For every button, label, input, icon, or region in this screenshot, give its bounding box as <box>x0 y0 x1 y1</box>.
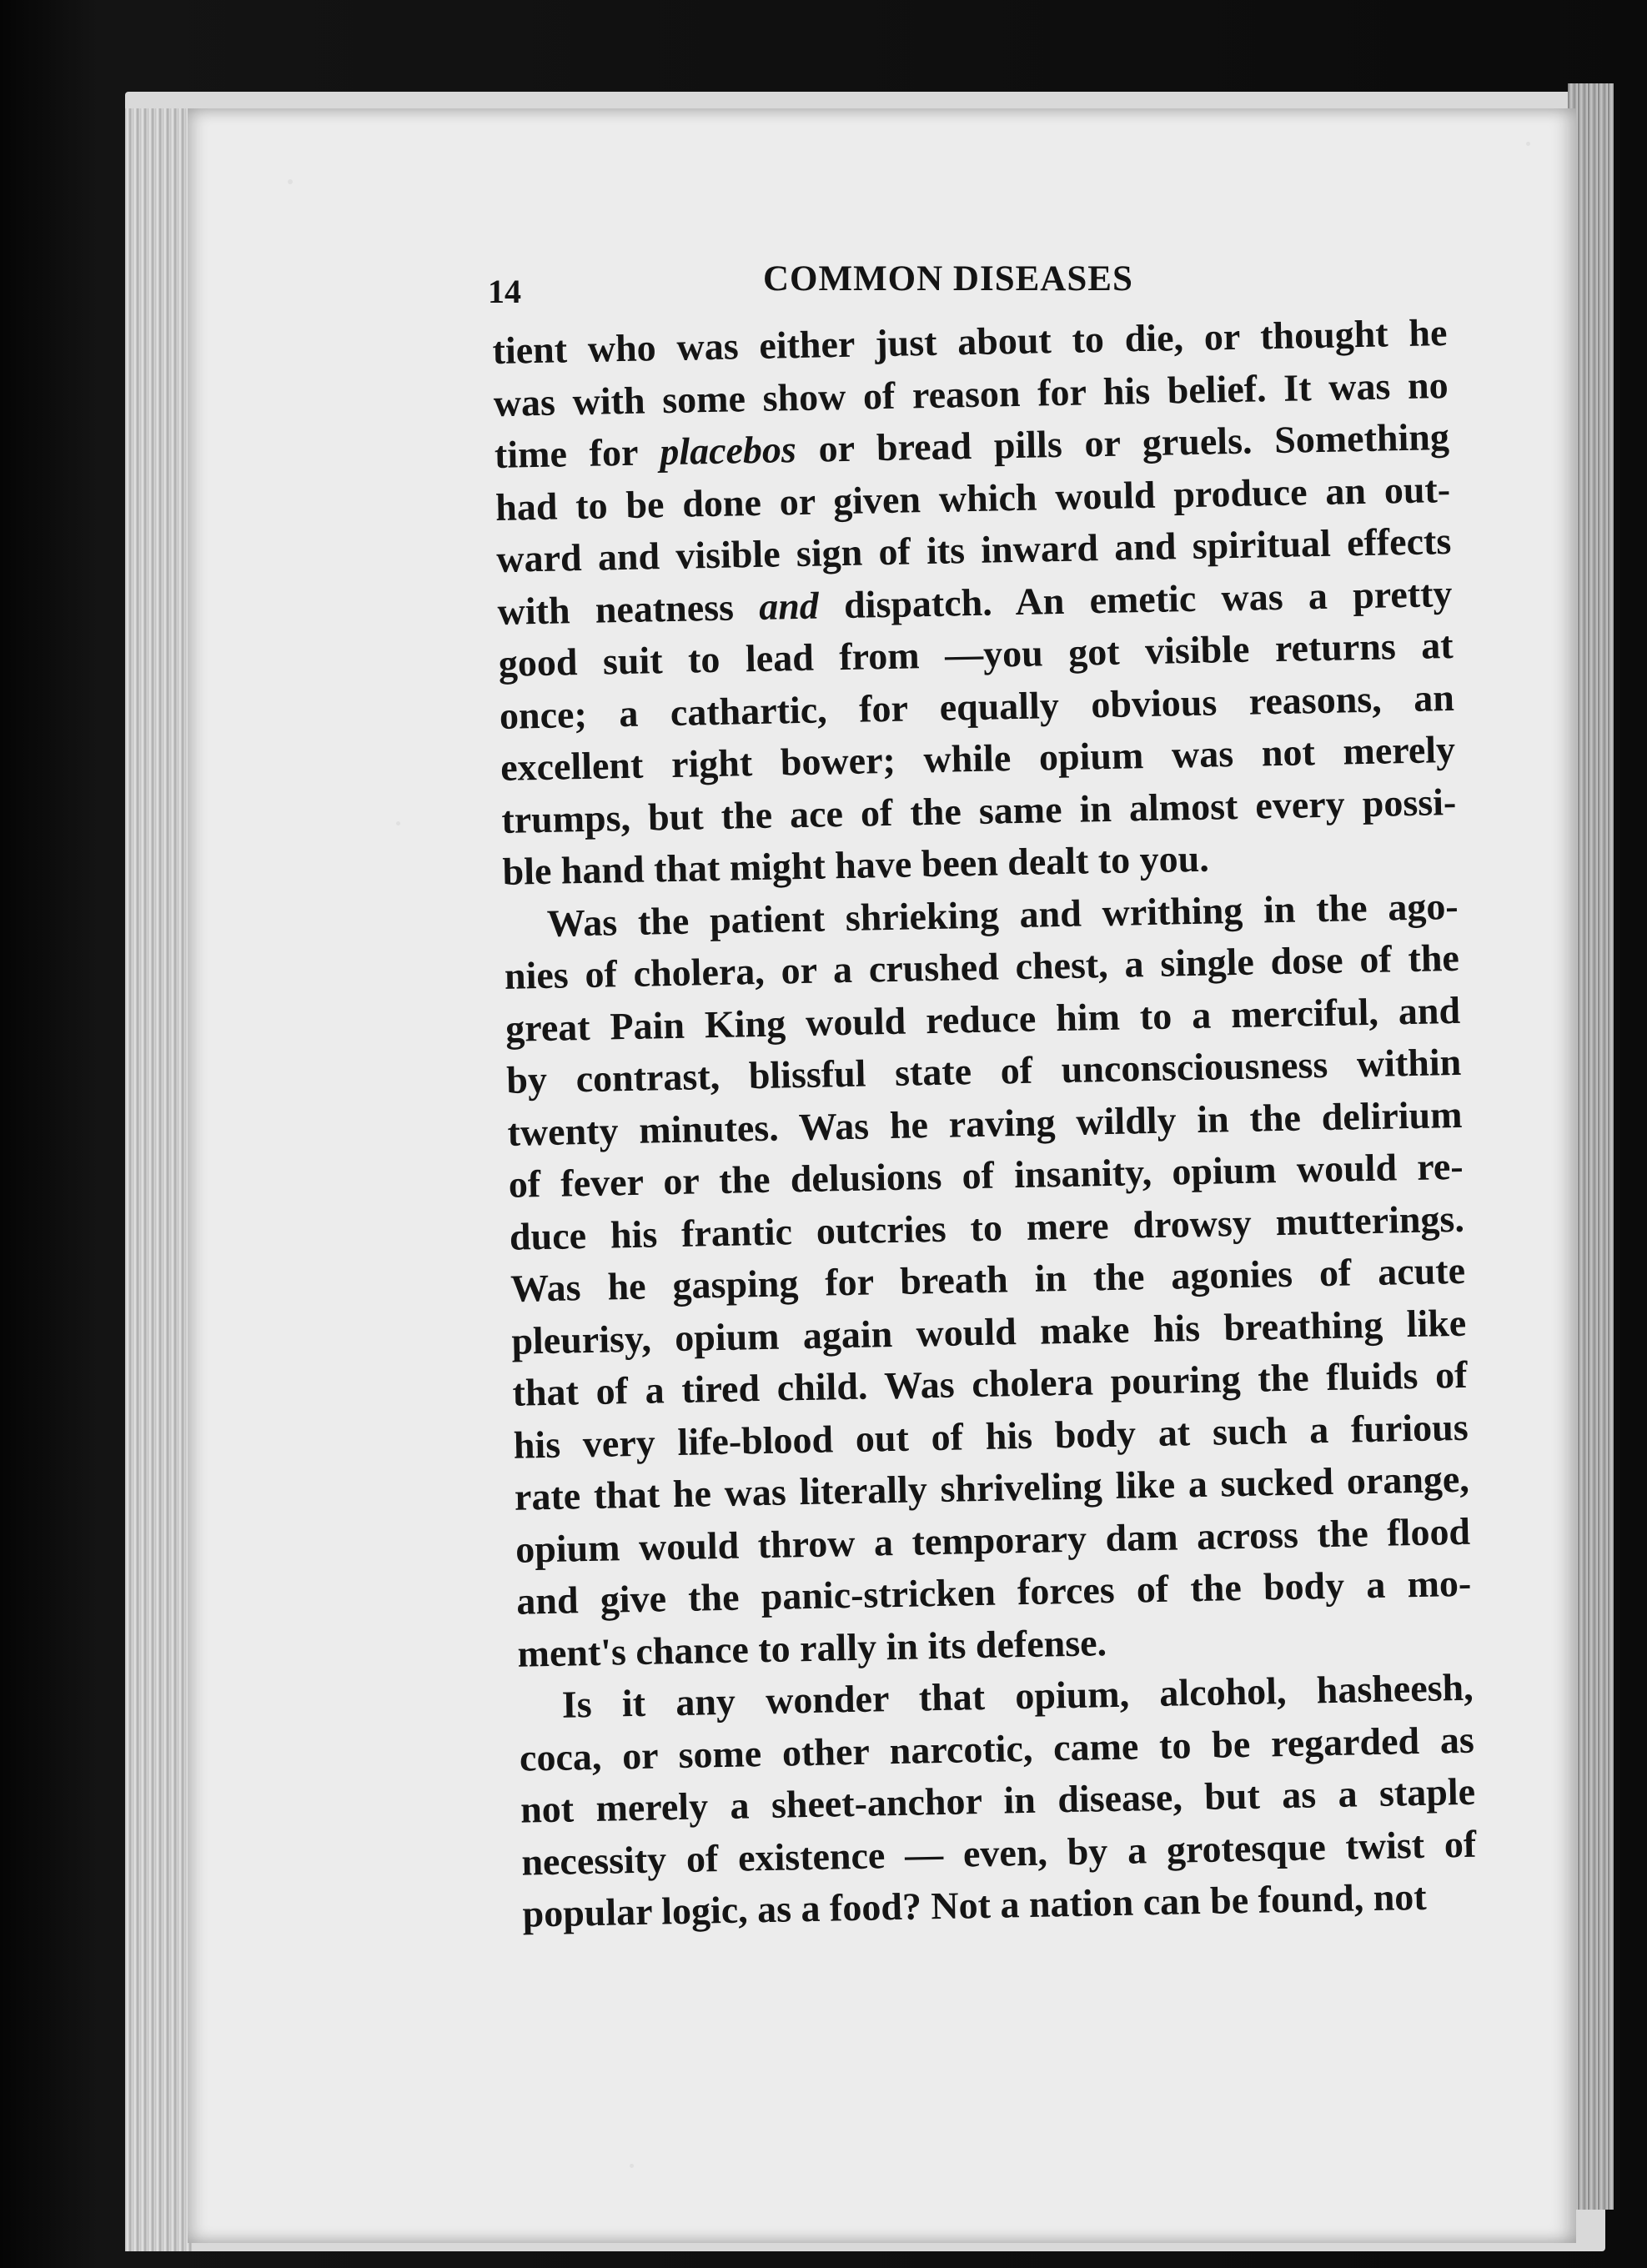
text-line: great Pain King would reduce him to a merciful, and <box>505 988 1461 1050</box>
text-line: opium would throw a temporary dam across the flood <box>515 1509 1471 1571</box>
text-line: was with some show of reason for his belief. It was no <box>493 363 1449 424</box>
paper-fleck <box>396 821 400 825</box>
text-line: nies of cholera, or a crushed chest, a single dose of the <box>504 936 1460 997</box>
text-line: ward and visible sign of its inward and spiritual effects <box>495 519 1452 580</box>
text-line: that of a tired child. Was cholera pouring the fluids of <box>512 1352 1468 1414</box>
italic-term: placebos <box>659 428 797 474</box>
italic-term: and <box>758 584 820 628</box>
text-line: time for placebos or bread pills or gruels. Something <box>494 414 1450 476</box>
text-line: ment's chance to rally in its defense. <box>517 1620 1107 1675</box>
running-title: COMMON DISEASES <box>763 259 1133 299</box>
text-line: by contrast, blissful state of unconsciousness within <box>505 1040 1462 1101</box>
page-edges-left <box>125 108 192 2251</box>
text-line: and give the panic-stricken forces of the body a mo- <box>515 1561 1472 1623</box>
text-line: duce his frantic outcries to mere drowsy mutterings. <box>509 1197 1465 1258</box>
text-line: ble hand that might have been dealt to you. <box>502 836 1210 893</box>
text-line: Was he gasping for breath in the agonies of acute <box>510 1248 1466 1310</box>
text-line: good suit to lead from —you got visible returns at <box>498 623 1454 685</box>
text-line: popular logic, as a food? Not a nation can be found, not <box>522 1874 1428 1935</box>
text-line: twenty minutes. Was he raving wildly in the delirium <box>507 1092 1463 1154</box>
text-line: had to be done or given which would produce an out- <box>495 467 1451 529</box>
text-line: coca, or some other narcotic, came to be regarded as <box>519 1718 1475 1779</box>
paper-fleck <box>1526 142 1530 146</box>
text-line: with neatness and dispatch. An emetic was a pretty <box>497 571 1453 633</box>
text-line: his very life-blood out of his body at such a furious <box>513 1405 1469 1467</box>
text-line: of fever or the delusions of insanity, opium would re- <box>508 1144 1464 1206</box>
text-line: pleurisy, opium again would make his breathing like <box>510 1301 1467 1362</box>
text-line: Is it any wonder that opium, alcohol, hasheesh, <box>561 1665 1474 1726</box>
paper-fleck <box>630 2164 634 2168</box>
running-head <box>488 258 1447 317</box>
text-line: Was the patient shrieking and writhing in the ago- <box>546 884 1459 945</box>
text-line: once; a cathartic, for equally obvious reasons, an <box>499 675 1455 737</box>
text-line: necessity of existence — even, by a grotesque twist of <box>520 1822 1477 1884</box>
page-number: 14 <box>488 273 521 310</box>
text-line: not merely a sheet-anchor in disease, but as a staple <box>520 1769 1476 1831</box>
body-text <box>492 307 1478 1940</box>
text-line: tient who was either just about to die, or thought he <box>492 311 1448 372</box>
text-line: excellent right bower; while opium was not merely <box>500 727 1456 789</box>
text-line: trumps, but the ace of the same in almost every possi- <box>500 780 1457 841</box>
text-line: rate that he was literally shriveling like a sucked orange, <box>514 1457 1470 1518</box>
paper-fleck <box>288 179 293 184</box>
